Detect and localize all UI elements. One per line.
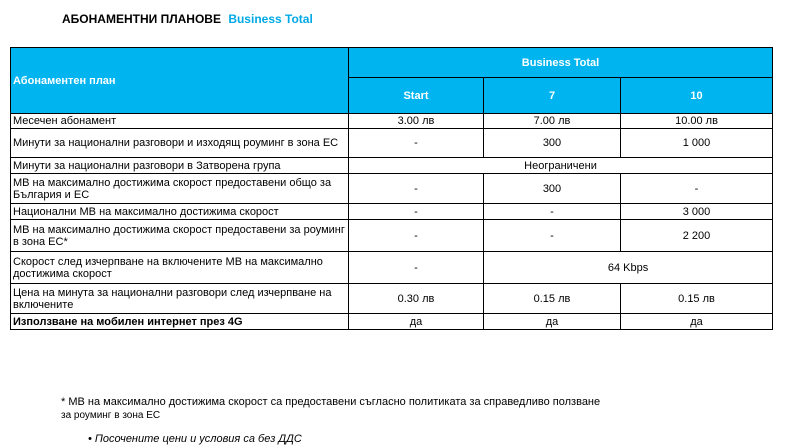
table-row	[11, 158, 773, 174]
vat-note: • Посочените цени и условия са без ДДС	[88, 433, 302, 445]
cell-value: 10.00 лв	[621, 114, 773, 129]
cell-value: -	[349, 252, 484, 284]
column-7: 7	[484, 78, 621, 114]
cell-value: 0.15 лв	[484, 284, 621, 314]
cell-value: да	[621, 314, 773, 330]
title-accent: Business Total	[228, 12, 313, 26]
cell-value: 2 200	[621, 220, 773, 252]
table-row	[11, 114, 773, 129]
table-header-row	[11, 48, 773, 78]
header-plan: Абонаментен план	[11, 48, 349, 114]
footnote-line-2: за роуминг в зона ЕС	[61, 410, 161, 421]
cell-value: да	[484, 314, 621, 330]
cell-value: 7.00 лв	[484, 114, 621, 129]
footnote-line-1: * МВ на максимално достижима скорост са предоставени съгласно политиката за справедливо ползване	[61, 396, 601, 408]
column-start: Start	[349, 78, 484, 114]
table-row	[11, 284, 773, 314]
row-label: Национални МВ на максимално достижима скорост	[11, 204, 349, 220]
table-row	[11, 174, 773, 204]
cell-value: -	[349, 204, 484, 220]
cell-value: 1 000	[621, 129, 773, 158]
table-row	[11, 220, 773, 252]
column-10: 10	[621, 78, 773, 114]
cell-value: 3.00 лв	[349, 114, 484, 129]
cell-value: -	[484, 220, 621, 252]
row-label: МВ на максимално достижима скорост предоставени за роуминг в зона ЕС*	[11, 220, 349, 252]
cell-value: 300	[484, 174, 621, 204]
row-label: Цена на минута за национални разговори след изчерпване на включените	[11, 284, 349, 314]
cell-value-merged: 64 Kbps	[484, 252, 773, 284]
cell-value: да	[349, 314, 484, 330]
cell-value: -	[349, 220, 484, 252]
table-row	[11, 314, 773, 330]
row-label: МВ на максимално достижима скорост предоставени общо за България и ЕС	[11, 174, 349, 204]
cell-value: 3 000	[621, 204, 773, 220]
footnote	[61, 395, 761, 423]
cell-value: -	[484, 204, 621, 220]
title-main: АБОНАМЕНТНИ ПЛАНОВЕ	[62, 12, 221, 26]
table-row	[11, 129, 773, 158]
cell-value: 300	[484, 129, 621, 158]
cell-value: 0.30 лв	[349, 284, 484, 314]
table-row	[11, 204, 773, 220]
cell-value: -	[349, 174, 484, 204]
row-label: Минути за национални разговори в Затворена група	[11, 158, 349, 174]
cell-value: -	[349, 129, 484, 158]
cell-value: 0.15 лв	[621, 284, 773, 314]
header-business-total: Business Total	[349, 48, 773, 78]
row-label: Използване на мобилен интернет през 4G	[11, 314, 349, 330]
cell-value-merged: Неограничени	[349, 158, 773, 174]
plans-table	[10, 47, 773, 330]
page-title	[62, 12, 313, 26]
row-label: Минути за национални разговори и изходящ роуминг в зона ЕС	[11, 129, 349, 158]
row-label: Скорост след изчерпване на включените МВ на максимално достижима скорост	[11, 252, 349, 284]
row-label: Месечен абонамент	[11, 114, 349, 129]
table-row	[11, 252, 773, 284]
cell-value: -	[621, 174, 773, 204]
